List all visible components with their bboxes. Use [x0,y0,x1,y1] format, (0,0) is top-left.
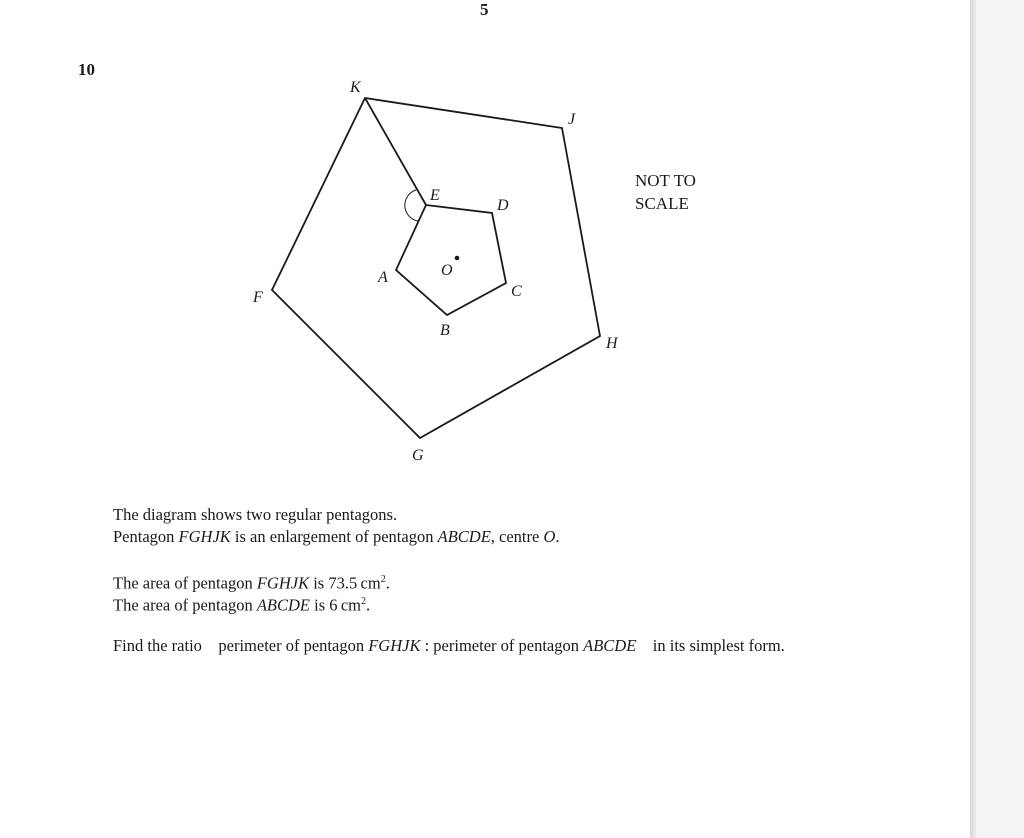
outer-pentagon [272,98,600,438]
label-H: H [606,335,618,352]
page-edge [970,0,976,838]
question-number: 10 [78,60,95,79]
page-number: 5 [480,0,489,19]
label-F: F [253,289,263,306]
line-KE [365,98,426,205]
label-A: A [378,269,388,286]
label-C: C [511,283,522,300]
label-J: J [568,111,576,128]
label-O: O [441,262,453,279]
centre-point [455,256,460,261]
statement-line-1: The diagram shows two regular pentagons. [113,505,398,524]
area-outer-line: The area of pentagon FGHJK is 73.5 $cm^2$. [113,573,390,593]
not-to-scale-line1: NOT TO [635,171,696,190]
label-G: G [412,447,424,464]
angle-arc [405,190,418,221]
question-prompt: Find the ratio perimeter of pentagon FGHJK : perimeter of pentagon ABCDE in its simplest form. [113,636,785,655]
area-inner-line: The area of pentagon ABCDE is 6 $cm^2$. [113,595,371,615]
label-E: E [430,187,440,204]
not-to-scale-line2: SCALE [635,194,689,213]
label-D: D [497,197,509,214]
inner-pentagon [396,205,506,315]
statement-line-2: Pentagon FGHJK is an enlargement of pentagon ABCDE, centre O. [113,527,560,546]
pentagon-diagram [240,70,720,470]
label-B: B [440,322,450,339]
label-K: K [350,79,361,96]
